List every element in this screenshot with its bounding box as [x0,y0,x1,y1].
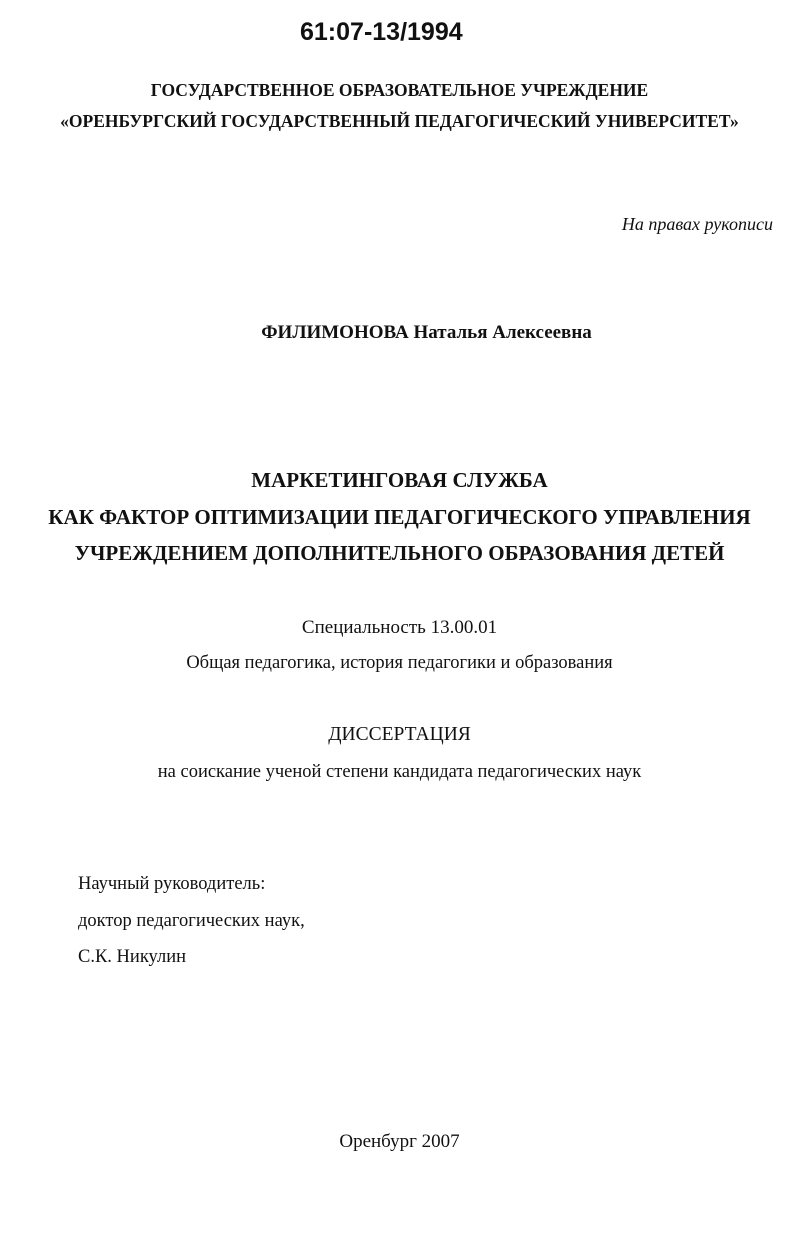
institution-line-1: ГОСУДАРСТВЕННОЕ ОБРАЗОВАТЕЛЬНОЕ УЧРЕЖДЕНИЕ [150,80,649,100]
institution-line-2: «ОРЕНБУРГСКИЙ ГОСУДАРСТВЕННЫЙ ПЕДАГОГИЧЕСКИЙ УНИВЕРСИТЕТ» [60,111,739,131]
author-surname: ФИЛИМОНОВА [261,322,409,343]
supervisor-name: С.К. Никулин [78,947,187,967]
title-line-1: МАРКЕТИНГОВАЯ СЛУЖБА [251,468,548,492]
supervisor-label: Научный руководитель: [78,874,266,894]
specialty-code: Специальность 13.00.01 [301,617,498,638]
work-kind: ДИССЕРТАЦИЯ [328,724,471,745]
title-line-2: КАК ФАКТОР ОПТИМИЗАЦИИ ПЕДАГОГИЧЕСКОГО УПРАВЛЕНИЯ [48,505,751,529]
title-line-3: УЧРЕЖДЕНИЕМ ДОПОЛНИТЕЛЬНОГО ОБРАЗОВАНИЯ ДЕТЕЙ [74,541,725,565]
rights-note: На правах рукописи [621,214,773,234]
specialty-name: Общая педагогика, история педагогики и образования [186,653,613,673]
supervisor-title: доктор педагогических наук, [78,911,305,931]
author-name [0,322,799,344]
city-year: Оренбург 2007 [339,1131,460,1152]
author-given-names: Наталья Алексеевна [413,322,592,343]
degree-line: на соискание ученой степени кандидата педагогических наук [157,762,642,782]
catalog-number: 61:07-13/1994 [300,18,463,46]
